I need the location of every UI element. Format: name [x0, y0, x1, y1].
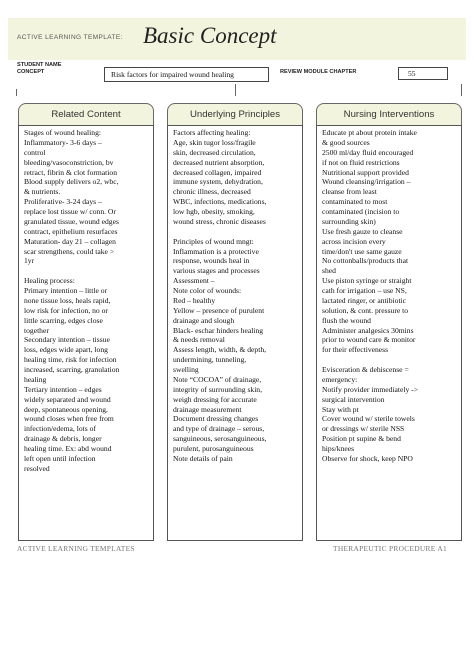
text-line: Yellow – presence of purulent — [173, 305, 265, 315]
related-content-text — [19, 126, 153, 474]
student-name-label: STUDENT NAME — [17, 62, 62, 68]
text-line: low hgb, obesity, smoking, — [173, 207, 255, 216]
underlying-principles-text — [168, 126, 302, 464]
text-line: for their effectiveness — [322, 345, 389, 355]
text-line: cleanse from least — [322, 187, 377, 197]
connector-tick — [16, 89, 17, 96]
text-line: control — [24, 147, 46, 157]
text-line: Secondary intention – tissue — [24, 335, 110, 345]
text-line: immune system, dehydration, — [173, 177, 263, 187]
text-line: bleeding/vasoconstriction, bv — [24, 157, 114, 167]
text-line: swelling — [173, 365, 199, 374]
concept-field[interactable]: Risk factors for impaired wound healing — [104, 67, 269, 82]
text-line: wound stress, chronic diseases — [173, 216, 266, 226]
text-line: decreased nutrient absorption, — [173, 157, 265, 167]
text-line: time/don't use same gauze — [322, 246, 402, 256]
text-line: No cottonballs/products that — [322, 256, 409, 266]
text-line: deep, spontaneous opening, — [24, 404, 108, 414]
text-line: Wound cleansing/irrigation – — [322, 177, 411, 187]
text-line: Principles of wound mngt: — [173, 236, 254, 246]
text-line: integrity of surrounding skin, — [173, 384, 263, 394]
text-line: & nutrients. — [24, 187, 61, 197]
text-line: Assess length, width, & depth, — [173, 345, 267, 355]
text-line: little scarring, edges close — [24, 315, 103, 325]
text-line: across incision every — [322, 236, 386, 246]
text-line: Factors affecting healing: — [173, 128, 251, 137]
text-line: and type of drainage – serous, — [173, 424, 265, 434]
text-line: none tissue loss, heals rapid, — [24, 295, 111, 305]
text-line: Primary intention – little or — [24, 286, 108, 295]
text-line: lactated ringer, or antibiotic — [322, 295, 407, 305]
text-line: Administer analgesics 30mins — [322, 325, 414, 335]
text-line: Document dressing changes — [173, 414, 259, 424]
text-line: Stay with pt — [322, 404, 359, 414]
text-line: Stages of wound healing: — [24, 128, 101, 137]
text-line: scar strengthens, could take > — [24, 246, 115, 256]
nursing-interventions-box — [316, 125, 462, 541]
text-line: WBC, infections, medications, — [173, 197, 267, 207]
text-line: Assessment – — [173, 276, 215, 286]
text-line: infection/edema, lots of — [24, 424, 96, 434]
template-label: ACTIVE LEARNING TEMPLATE: — [17, 34, 123, 41]
text-line: Healing process: — [24, 276, 75, 286]
underlying-principles-box — [167, 125, 303, 541]
text-line: Age, skin tugor loss/fragile — [173, 137, 256, 147]
text-line: healing time. Ex: abd wound — [24, 444, 112, 453]
text-line: & good sources — [322, 137, 370, 147]
text-line: left open until infection — [24, 453, 96, 463]
text-line: Red – healthy — [173, 295, 216, 305]
text-line: if not on fluid restrictions — [322, 157, 400, 167]
text-line: resolved — [24, 463, 50, 473]
connector-tick — [235, 84, 236, 96]
text-line — [24, 266, 150, 276]
text-line: Evisceration & dehiscense = — [322, 365, 409, 374]
text-line: decreased collagen, impaired — [173, 167, 262, 177]
text-line: undermining, tunneling, — [173, 355, 247, 365]
chapter-field[interactable]: 55 — [398, 67, 448, 80]
text-line: contaminated (incision to — [322, 207, 400, 216]
review-module-label: REVIEW MODULE CHAPTER — [280, 69, 357, 75]
text-line: emergency: — [322, 374, 358, 384]
text-line: Inflammation is a protective — [173, 246, 259, 256]
text-line: skin, decreased circulation, — [173, 147, 256, 157]
text-line: surrounding skin) — [322, 216, 376, 226]
nursing-interventions-text — [317, 126, 461, 464]
footer-left-label: ACTIVE LEARNING TEMPLATES — [17, 544, 135, 553]
text-line: widely separated and wound — [24, 394, 111, 404]
text-line: contaminated to most — [322, 197, 388, 207]
text-line — [322, 355, 458, 365]
column-header-related-content: Related Content — [18, 103, 154, 125]
footer-right-label: THERAPEUTIC PROCEDURE A1 — [333, 544, 447, 553]
text-line: Notify provider immediately -> — [322, 384, 419, 394]
text-line: Nutritional support provided — [322, 167, 409, 177]
text-line: increased, scarring, granulation — [24, 365, 120, 374]
text-line: prior to wound care & monitor — [322, 335, 416, 345]
text-line: or dressings w/ sterile NSS — [322, 424, 405, 434]
text-line: healing time, risk for infection — [24, 355, 117, 365]
text-line: sanguineous, serosanguineous, — [173, 434, 267, 444]
text-line: chronic illness, decreased — [173, 187, 251, 197]
text-line: Note “COCOA” of drainage, — [173, 374, 262, 384]
text-line: Blood supply delivers o2, wbc, — [24, 177, 119, 187]
text-line: Tertiary intention – edges — [24, 384, 102, 394]
template-title: Basic Concept — [143, 23, 277, 48]
text-line: granulated tissue, wound edges — [24, 216, 119, 226]
text-line: weigh dressing for accurate — [173, 394, 257, 404]
text-line: shed — [322, 266, 336, 276]
text-line: Observe for shock, keep NPO — [322, 453, 413, 463]
concept-label: CONCEPT — [17, 69, 45, 75]
text-line: drainage and slough — [173, 315, 235, 325]
text-line: solution, & cont. pressure to — [322, 305, 409, 315]
text-line: drainage measurement — [173, 404, 242, 414]
text-line: Note color of wounds: — [173, 286, 242, 295]
text-line: contract, epithelium resurfaces — [24, 226, 118, 236]
text-line: Position pt supine & bend — [322, 434, 401, 444]
text-line: Note details of pain — [173, 453, 233, 463]
text-line: replace lost tissue w/ conn. Or — [24, 207, 116, 216]
text-line: 1yr — [24, 256, 35, 266]
text-line: various stages and processes — [173, 266, 260, 276]
text-line: Maturation- day 21 – collagen — [24, 236, 116, 246]
text-line: together — [24, 325, 49, 335]
text-line: cath for irrigation – use NS, — [322, 286, 407, 295]
related-content-box — [18, 125, 154, 541]
text-line: wound closes when free from — [24, 414, 114, 424]
text-line: 2500 ml/day fluid encouraged — [322, 147, 414, 157]
text-line: healing — [24, 374, 47, 384]
text-line: Black- eschar hinders healing — [173, 325, 264, 335]
text-line: Proliferative- 3-24 days – — [24, 197, 102, 207]
text-line: response, wounds heal in — [173, 256, 250, 266]
text-line: & needs removal — [173, 335, 225, 345]
text-line: flush the wound — [322, 315, 371, 325]
text-line: Cover wound w/ sterile towels — [322, 414, 415, 424]
text-line — [173, 227, 299, 237]
column-header-underlying-principles: Underlying Principles — [167, 103, 303, 125]
text-line: low risk for infection, no or — [24, 305, 108, 315]
text-line: purulent, purosanguineous — [173, 444, 254, 453]
text-line: Use fresh gauze to cleanse — [322, 226, 403, 236]
text-line: surgical intervention — [322, 394, 385, 404]
column-header-nursing-interventions: Nursing Interventions — [316, 103, 462, 125]
text-line: Use piston syringe or straight — [322, 276, 412, 286]
text-line: hips/knees — [322, 444, 355, 453]
text-line: Inflammatory- 3-6 days – — [24, 137, 102, 147]
text-line: loss, edges wide apart, long — [24, 345, 108, 355]
connector-tick — [461, 84, 462, 96]
text-line: drainage & debris, longer — [24, 434, 102, 444]
text-line: retract, fibrin & clot formation — [24, 167, 117, 177]
text-line: Educate pt about protein intake — [322, 128, 417, 137]
